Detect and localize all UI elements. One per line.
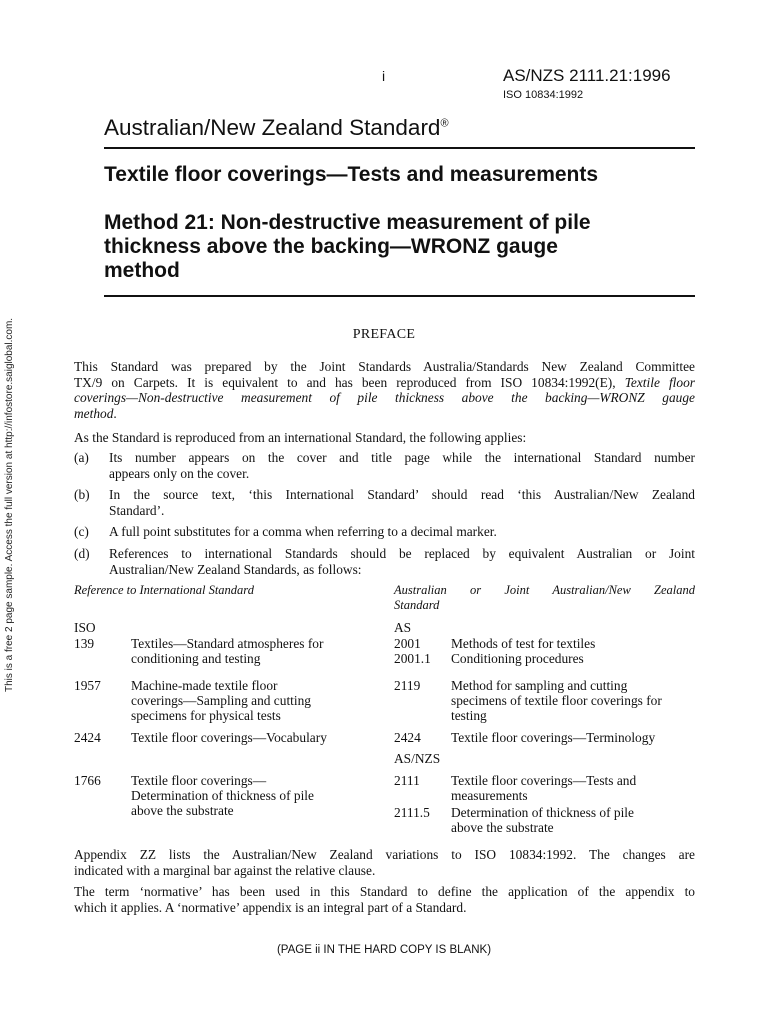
as-title-line: Textile floor coverings—Tests and xyxy=(451,773,637,788)
as-title-line: specimens of textile floor coverings for xyxy=(451,693,662,709)
iso-title-line: coverings—Sampling and cutting xyxy=(131,693,312,709)
iso-title xyxy=(131,678,311,724)
intro-line-4 xyxy=(74,406,695,422)
iso-title-line: above the substrate xyxy=(131,803,234,819)
as-number: 2119 xyxy=(394,678,421,693)
right-header-line: Standard xyxy=(394,598,440,613)
iso-number: 2424 xyxy=(74,730,101,745)
preface-intro xyxy=(74,359,695,421)
iso-number: ISO 10834:1992 xyxy=(503,89,584,101)
method-title-line: method xyxy=(104,259,180,282)
iso-title-line: Textile floor coverings— xyxy=(131,773,267,788)
asnzs-group-label: AS/NZS xyxy=(394,751,441,766)
as-number: 2424 xyxy=(394,730,421,745)
as-title-line: Method for sampling and cutting xyxy=(451,678,628,693)
normative-line: The term ‘normative’ has been used in this Standard to define the application of the appendix to xyxy=(74,884,695,899)
as-group-label: AS xyxy=(394,620,412,635)
intro-title-italic-line: coverings—Non-destructive measurement of pile thickness above the backing—WRONZ gauge xyxy=(74,390,695,405)
method-title xyxy=(104,211,591,283)
list-label: (a) xyxy=(74,450,89,465)
iso-title-line: Machine-made textile floor xyxy=(131,678,278,693)
list-line: appears only on the cover. xyxy=(109,465,250,481)
iso-title-line: conditioning and testing xyxy=(131,651,261,667)
left-column-header: Reference to International Standard xyxy=(74,583,254,597)
list-line: References to international Standards should be replaced by equivalent Australian or Joint xyxy=(109,546,695,561)
method-title-line: Method 21: Non-destructive measurement of pile xyxy=(104,211,591,234)
as-number: 2001 xyxy=(394,636,421,651)
as-number: 2111 xyxy=(394,773,420,788)
standard-number: AS/NZS 2111.21:1996 xyxy=(503,66,671,85)
as-title xyxy=(451,773,636,803)
list-line: In the source text, ‘this International Standard’ should read ‘this Australian/New Zealand xyxy=(109,487,695,502)
as-title-line: above the substrate xyxy=(451,820,554,836)
normative-paragraph xyxy=(74,884,695,915)
intro-line-2-text: TX/9 on Carpets. It is equivalent to and has been reproduced from ISO 10834:1992(E), xyxy=(74,374,616,390)
as-title xyxy=(451,636,595,651)
list-label: (b) xyxy=(74,487,90,502)
right-column-header xyxy=(394,583,695,613)
iso-number: 1766 xyxy=(74,773,101,788)
iso-title xyxy=(131,730,327,745)
list-line: Its number appears on the cover and title page while the international Standard number xyxy=(109,450,695,465)
intro-line: This Standard was prepared by the Joint Standards Australia/Standards New Zealand Committee xyxy=(74,359,695,374)
iso-title-line: specimens for physical tests xyxy=(131,708,281,724)
list-label: (c) xyxy=(74,524,89,539)
normative-line: which it applies. A ‘normative’ appendix is an integral part of a Standard. xyxy=(74,899,467,915)
list-line: Australian/New Zealand Standards, as follows: xyxy=(109,561,362,577)
list-label: (d) xyxy=(74,546,90,561)
top-rule xyxy=(104,147,695,149)
iso-number: 1957 xyxy=(74,678,101,693)
iso-title xyxy=(131,773,314,819)
intro-line-2 xyxy=(74,375,695,391)
intro-period: . xyxy=(113,405,117,421)
organisation-name: Australian/New Zealand Standard xyxy=(104,115,441,140)
appendix-line: Appendix ZZ lists the Australian/New Zealand variations to ISO 10834:1992. The changes are xyxy=(74,847,695,862)
series-title: Textile floor coverings—Tests and measurements xyxy=(104,163,599,186)
page-numeral: i xyxy=(382,68,386,84)
as-title xyxy=(451,678,662,724)
sample-notice: This is a free 2 page sample. Access the full version at http://infostore.saiglobal.com. xyxy=(4,317,15,692)
as-title-line: measurements xyxy=(451,788,528,804)
organisation-title xyxy=(104,115,449,141)
iso-title-line: Determination of thickness of pile xyxy=(131,788,314,804)
right-header-line: Australian or Joint Australian/New Zealand xyxy=(394,583,695,597)
iso-title-line: Textiles—Standard atmospheres for xyxy=(131,636,324,651)
as-number: 2001.1 xyxy=(394,651,431,666)
appendix-paragraph xyxy=(74,847,695,878)
as-title xyxy=(451,651,584,666)
trademark-symbol: ® xyxy=(440,117,449,130)
iso-group-label: ISO xyxy=(74,620,96,635)
intro-title-italic: Textile floor xyxy=(624,374,695,390)
as-title xyxy=(451,805,634,835)
as-title-line: Methods of test for textiles xyxy=(451,636,596,651)
list-line: Standard’. xyxy=(109,502,165,518)
as-title xyxy=(451,730,655,745)
as-title-line: Conditioning procedures xyxy=(451,651,584,666)
as-title-line: testing xyxy=(451,708,487,724)
applies-text: As the Standard is reproduced from an international Standard, the following applies: xyxy=(74,430,527,445)
iso-title-line: Textile floor coverings—Vocabulary xyxy=(131,730,327,745)
preface-heading: PREFACE xyxy=(352,327,416,342)
list-line: A full point substitutes for a comma when referring to a decimal marker. xyxy=(109,524,497,539)
as-number: 2111.5 xyxy=(394,805,430,820)
bottom-rule xyxy=(104,295,695,297)
as-title-line: Textile floor coverings—Terminology xyxy=(451,730,656,745)
page-footer: (PAGE ii IN THE HARD COPY IS BLANK) xyxy=(276,944,492,956)
appendix-line: indicated with a marginal bar against the relative clause. xyxy=(74,862,376,878)
iso-number: 139 xyxy=(74,636,95,651)
method-title-line: thickness above the backing—WRONZ gauge xyxy=(104,235,558,258)
intro-title-italic-end: method xyxy=(74,405,114,421)
as-title-line: Determination of thickness of pile xyxy=(451,805,634,820)
iso-title xyxy=(131,636,323,666)
